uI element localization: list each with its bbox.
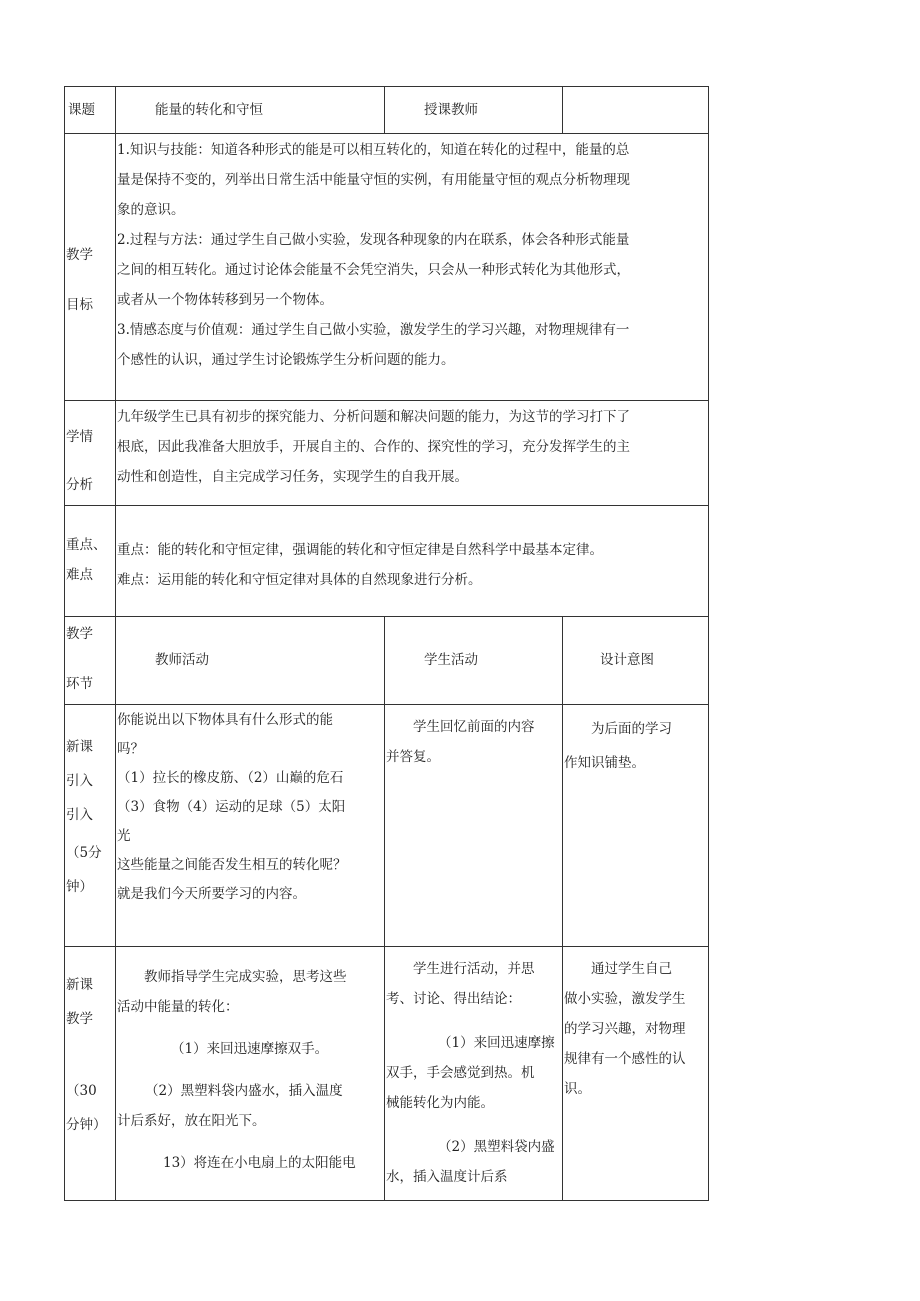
label-teacher: 授课教师 <box>424 102 478 118</box>
analysis-label: 学情 分析 <box>66 429 93 493</box>
table-border <box>64 133 709 134</box>
table-border <box>64 86 65 1201</box>
table-border <box>562 86 563 133</box>
intro-label: 新课 引入 引入 （5分 钟） <box>66 739 102 895</box>
table-border <box>64 1200 709 1201</box>
intro-intent-text: 为后面的学习 作知识铺垫。 <box>564 721 672 771</box>
intro-teacher-text: 你能说出以下物体具有什么形式的能 吗？ （1）拉长的橡皮筋、（2）山巅的危石 （3）食物（4）运动的足球（5）太阳 光 这些能量之间能否发生相互的转化呢？ 就是我们今天所要学习的内容。 <box>117 712 347 902</box>
keypoints-label: 重点、 难点 <box>66 537 107 583</box>
objectives-text: 1.知识与技能：知道各种形式的能是可以相互转化的，知道在转化的过程中，能量的总 量是保持不变的，列举出日常生活中能量守恒的实例，有用能量守恒的观点分析物理现 象的意识。 2.过程与方法：通过学生自己做小实验，发现各种现象的内在联系，体会各种形式能量 之间的相互转化。通过讨论体会能量不会凭空消失，只会从一种形式转化为其他形式， 或者从一个物体转移到另一个物体。 3.情感态度与价值观：通过学生自己做小实验，激发学生的学习兴趣，对物理规律有一 个感性的认识，通过学生讨论锻炼学生分析问题的能力。 <box>117 142 630 368</box>
newlesson-teacher-text: 教师指导学生完成实验，思考这些 活动中能量的转化： （1）来回迅速摩擦双手。 （2）黑塑料袋内盛水，插入温度 计后系好，放在阳光下。 13）将连在小电扇上的太阳能电 <box>117 969 356 1171</box>
table-border <box>64 400 709 401</box>
table-border <box>64 704 709 705</box>
analysis-text: 九年级学生已具有初步的探究能力、分析问题和解决问题的能力，为这节的学习打下了 根底，因此我准备大胆放手，开展自主的、合作的、探究性的学习，充分发挥学生的主 动性和创造性，自主完成学习任务，实现学生的自我开展。 <box>117 409 630 485</box>
newlesson-student-text: 学生进行活动，并思 考、讨论、得出结论： （1）来回迅速摩擦 双手，手会感觉到热。机 械能转化为内能。 （2）黑塑料袋内盛 水，插入温度计后系 <box>386 961 555 1185</box>
label-title: 课题 <box>68 102 95 118</box>
lesson-title: 能量的转化和守恒 <box>155 102 263 118</box>
table-border <box>708 86 709 1201</box>
teacher-activity-header: 教师活动 <box>155 652 209 668</box>
table-border <box>384 86 385 133</box>
keypoints-text: 重点：能的转化和守恒定律，强调能的转化和守恒定律是自然科学中最基本定律。 难点：运用能的转化和守恒定律对具体的自然现象进行分析。 <box>117 542 603 588</box>
table-border <box>64 505 709 506</box>
design-intent-header: 设计意图 <box>600 652 654 668</box>
newlesson-intent-text: 通过学生自己 做小实验，激发学生 的学习兴趣，对物理 规律有一个感性的认 识。 <box>564 961 686 1097</box>
table-border <box>115 86 116 1201</box>
intro-student-text: 学生回忆前面的内容 并答复。 <box>386 719 535 765</box>
stage-label: 教学 环节 <box>66 626 93 692</box>
table-border <box>64 946 709 947</box>
newlesson-label: 新课 教学 （30 分钟） <box>66 977 107 1133</box>
table-border <box>64 86 709 87</box>
table-border <box>64 616 709 617</box>
student-activity-header: 学生活动 <box>424 652 478 668</box>
objectives-label: 教学 目标 <box>66 247 93 313</box>
